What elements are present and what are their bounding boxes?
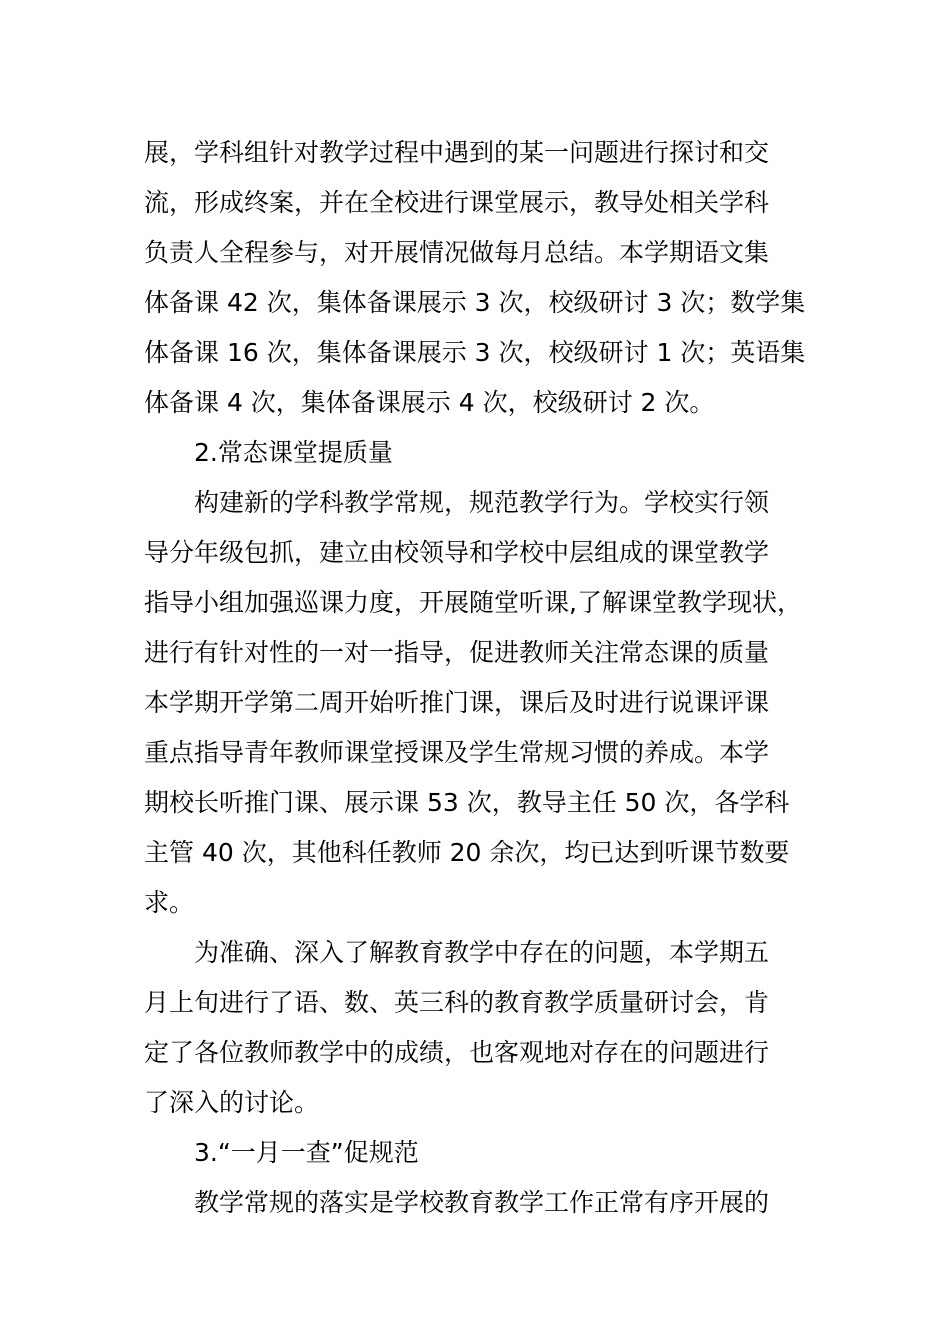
paragraph-line: 进行有针对性的一对一指导，促进教师关注常态课的质量 [144,638,770,667]
paragraph-line: 教学常规的落实是学校教育教学工作正常有序开展的 [194,1188,770,1217]
section-heading: 2.常态课堂提质量 [194,438,393,467]
paragraph-line: 主管 40 次，其他科任教师 20 余次，均已达到听课节数要 [144,838,790,867]
paragraph-line: 展，学科组针对教学过程中遇到的某一问题进行探讨和交 [144,138,770,167]
paragraph-line: 本学期开学第二周开始听推门课，课后及时进行说课评课 [144,688,770,717]
body-text [144,128,844,1228]
paragraph-line: 定了各位教师教学中的成绩，也客观地对存在的问题进行 [144,1038,770,1067]
paragraph-line: 期校长听推门课、展示课 53 次，教导主任 50 次，各学科 [144,788,790,817]
paragraph-line: 了深入的讨论。 [144,1088,320,1117]
paragraph-line: 流，形成终案，并在全校进行课堂展示，教导处相关学科 [144,188,770,217]
paragraph-line: 体备课 16 次，集体备课展示 3 次，校级研讨 1 次；英语集 [144,338,806,367]
paragraph-line: 重点指导青年教师课堂授课及学生常规习惯的养成。本学 [144,738,770,767]
section-heading: 3.“一月一查”促规范 [194,1138,419,1167]
paragraph-line: 负责人全程参与，对开展情况做每月总结。本学期语文集 [144,238,770,267]
paragraph-line: 指导小组加强巡课力度，开展随堂听课,了解课堂教学现状， [144,588,802,617]
paragraph-line: 构建新的学科教学常规，规范教学行为。学校实行领 [194,488,770,517]
paragraph-line: 体备课 4 次，集体备课展示 4 次，校级研讨 2 次。 [144,388,715,417]
paragraph-line: 求。 [144,888,195,917]
paragraph-line: 为准确、深入了解教育教学中存在的问题，本学期五 [194,938,770,967]
paragraph-line: 导分年级包抓，建立由校领导和学校中层组成的课堂教学 [144,538,770,567]
paragraph-line: 月上旬进行了语、数、英三科的教育教学质量研讨会，肯 [144,988,770,1017]
paragraph-line: 体备课 42 次，集体备课展示 3 次，校级研讨 3 次；数学集 [144,288,806,317]
